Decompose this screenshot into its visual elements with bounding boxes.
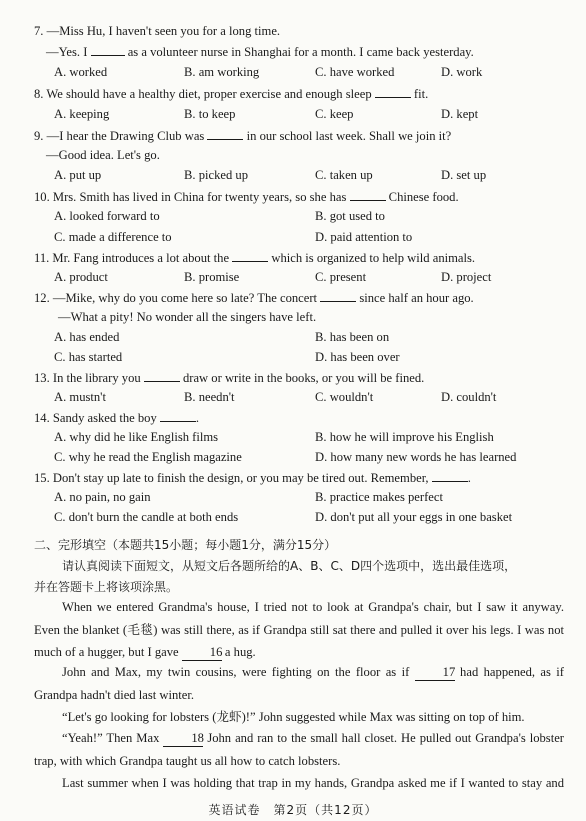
q13-option-c: C. wouldn't [315,390,374,404]
q7-option-d: D. work [441,65,483,79]
q13-line-1: 13. In the library you draw or write in the books, or you will be fined. [34,368,424,387]
q11-option-c: C. present [315,270,367,284]
q7-option-b: B. am working [184,65,260,79]
q11-line-1: 11. Mr. Fang introduces a lot about the which is organized to help wild animals. [34,248,475,267]
passage-paragraph-4: “Yeah!” Then Max 18 John and ran to the small hall closet. He pulled out Grandpa's lobster trap, with which Grandpa taught us all how to catch lobsters. [34,731,564,768]
q12-option-d: D. has been over [315,350,400,364]
q15-option-c: C. don't burn the candle at both ends [54,510,239,524]
q8-line-1: 8. We should have a healthy diet, proper exercise and enough sleep fit. [34,84,428,103]
q12-option-a: A. has ended [54,330,120,344]
q9-line-2: —Good idea. Let's go. [46,148,160,162]
q14-option-a: A. why did he like English films [54,430,219,444]
q8-option-a: A. keeping [54,107,110,121]
q13-option-d: D. couldn't [441,390,497,404]
cloze-blank-17: 17 [415,665,455,681]
cloze-blank-18: 18 [163,731,203,747]
q9-option-a: A. put up [54,168,102,182]
q12-option-c: C. has started [54,350,123,364]
q14-line-1: 14. Sandy asked the boy . [34,408,199,427]
q11-option-b: B. promise [184,270,240,284]
answer-blank [91,42,125,56]
answer-blank [232,248,268,262]
q14-option-b: B. how he will improve his English [315,430,494,444]
page-footer: 英语试卷 第2页（共12页） [208,803,378,817]
q15-line-1: 15. Don't stay up late to finish the design, or you may be tired out. Remember, . [34,468,471,487]
answer-blank [144,368,180,382]
q7-line-2: —Yes. I as a volunteer nurse in Shanghai for a month. I came back yesterday. [46,42,474,61]
q7-option-a: A. worked [54,65,108,79]
section-instruction-cont: 并在答题卡上将该项涂黑。 [34,580,179,594]
q10-option-a: A. looked forward to [54,209,160,223]
section-instruction: 请认真阅读下面短文，从短文后各题所给的A、B、C、D四个选项中，选出最佳选项， [62,559,517,573]
section-heading: 二、完形填空（本题共15小题；每小题1分，满分15分） [34,538,337,552]
answer-blank [432,468,468,482]
q12-line-2: —What a pity! No wonder all the singers have left. [58,310,317,324]
q14-option-c: C. why he read the English magazine [54,450,242,464]
q13-option-a: A. mustn't [54,390,106,404]
q15-option-d: D. don't put all your eggs in one basket [315,510,513,524]
passage-paragraph-3: “Let's go looking for lobsters (龙虾)!” John suggested while Max was sitting on top of him. [62,710,525,724]
q10-option-d: D. paid attention to [315,230,413,244]
q12-line-1: 12. —Mike, why do you come here so late? The concert since half an hour ago. [34,288,474,307]
passage-paragraph-2: John and Max, my twin cousins, were fighting on the floor as if 17 had happened, as if Grandpa hadn't died last winter. [34,665,564,702]
q8-option-c: C. keep [315,107,354,121]
q7-option-c: C. have worked [315,65,395,79]
q15-option-b: B. practice makes perfect [315,490,443,504]
q14-option-d: D. how many new words he has learned [315,450,517,464]
q10-option-b: B. got used to [315,209,385,223]
q11-option-a: A. product [54,270,108,284]
passage-paragraph-1: When we entered Grandma's house, I tried not to look at Grandpa's chair, but I saw it anyway. Even the blanket (毛毯) was still there, as if Grandpa still sat there and pulled it over his legs. I was not much of a hugger, but I gave 16 a hug. [34,600,564,659]
answer-blank [320,288,356,302]
q11-option-d: D. project [441,270,492,284]
answer-blank [207,126,243,140]
q10-line-1: 10. Mrs. Smith has lived in China for twenty years, so she has Chinese food. [34,187,459,206]
q9-option-d: D. set up [441,168,487,182]
q10-option-c: C. made a difference to [54,230,172,244]
q7-line-1: 7. —Miss Hu, I haven't seen you for a long time. [34,24,281,38]
q9-option-b: B. picked up [184,168,249,182]
q9-line-1: 9. —I hear the Drawing Club was in our school last week. Shall we join it? [34,126,451,145]
passage-paragraph-5: Last summer when I was holding that trap in my hands, Grandpa asked me if I wanted to stay and [34,772,564,796]
q9-option-c: C. taken up [315,168,373,182]
answer-blank [160,408,196,422]
q15-option-a: A. no pain, no gain [54,490,151,504]
answer-blank [375,84,411,98]
q13-option-b: B. needn't [184,390,235,404]
q12-option-b: B. has been on [315,330,390,344]
q8-option-b: B. to keep [184,107,236,121]
q8-option-d: D. kept [441,107,479,121]
answer-blank [350,187,386,201]
cloze-blank-16: 16 [182,645,222,661]
